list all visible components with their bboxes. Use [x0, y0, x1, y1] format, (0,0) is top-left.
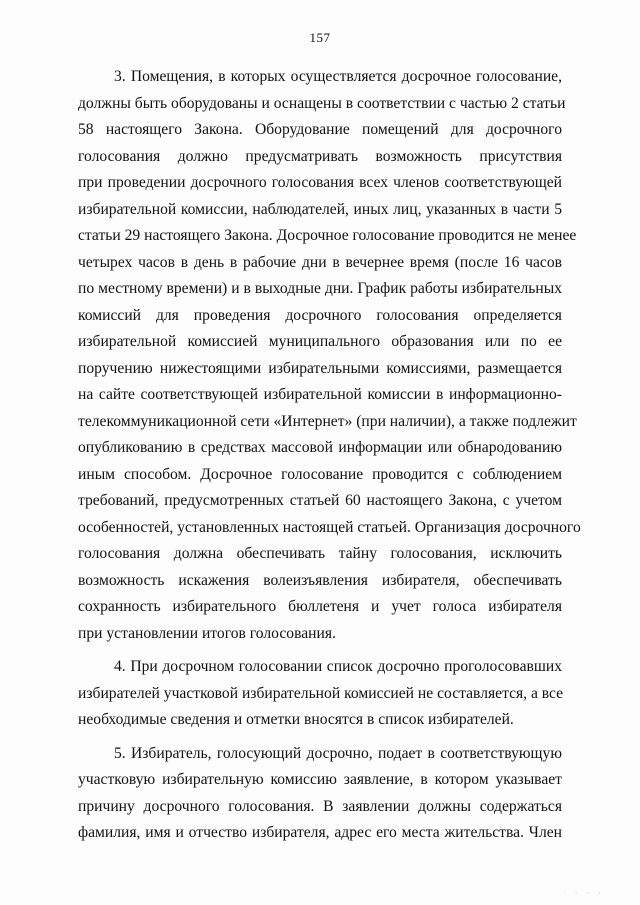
text-line: возможность искажения волеизъявления избирателя, обеспечивать	[78, 571, 562, 589]
document-body	[78, 64, 581, 847]
text-line: 58 настоящего Закона. Оборудование помещений для досрочного	[78, 121, 562, 138]
text-line: при установлении итогов голосования.	[78, 624, 336, 642]
text-line: иным способом. Досрочное голосование проводится с соблюдением	[78, 465, 562, 483]
text-line: фамилия, имя и отчество избирателя, адрес его места жительства. Член	[78, 824, 562, 841]
text-line: особенностей, установленных настоящей статьей. Организация досрочного	[78, 518, 581, 536]
paragraph-5	[78, 741, 562, 847]
text-line: голосования должна обеспечивать тайну голосования, исключить	[78, 545, 562, 562]
paragraph-3	[78, 64, 581, 647]
text-line: голосования должно предусматривать возможность присутствия	[78, 147, 562, 165]
text-line: 5. Избиратель, голосующий досрочно, подает в соответствующую	[114, 744, 562, 762]
page-number: 157	[309, 30, 331, 45]
text-line: четырех часов в день в рабочие дни в вечернее время (после 16 часов	[78, 253, 562, 271]
text-line: 3. Помещения, в которых осуществляется досрочное голосование,	[114, 68, 562, 85]
text-line: должны быть оборудованы и оснащены в соответствии с частью 2 статьи	[78, 94, 566, 112]
text-line: требований, предусмотренных статьей 60 настоящего Закона, с учетом	[78, 492, 562, 509]
text-line: по местному времени) и в выходные дни. График работы избирательных	[78, 280, 562, 297]
text-line: опубликованию в средствах массовой информации или обнародованию	[78, 439, 562, 456]
scan-artifact: · · · ·	[562, 889, 604, 899]
text-line: статьи 29 настоящего Закона. Досрочное голосование проводится не менее	[78, 227, 577, 244]
text-line: 4. При досрочном голосовании список досрочно проголосовавших	[114, 658, 562, 675]
text-line: комиссий для проведения досрочного голосования определяется	[78, 306, 562, 324]
text-line: участковую избирательную комиссию заявление, в котором указывает	[78, 771, 562, 788]
text-line: избирательной комиссией муниципального образования или по ее	[78, 333, 562, 350]
text-line: при проведении досрочного голосования всех членов соответствующей	[78, 174, 562, 191]
text-line: необходимые сведения и отметки вносятся в список избирателей.	[78, 711, 514, 728]
text-line: избирательной комиссии, наблюдателей, иных лиц, указанных в части 5	[78, 200, 562, 218]
text-line: телекоммуникационной сети «Интернет» (при наличии), а также подлежит	[78, 412, 577, 430]
text-line: сохранность избирательного бюллетеня и учет голоса избирателя	[78, 598, 562, 615]
text-line: избирателей участковой избирательной комиссией не составляется, а все	[78, 684, 564, 702]
text-line: поручению нижестоящими избирательными комиссиями, размещается	[78, 359, 562, 377]
text-line: на сайте соответствующей избирательной комиссии в информационно-	[78, 386, 562, 403]
text-line: причину досрочного голосования. В заявлении должны содержаться	[78, 797, 562, 815]
paragraph-4	[78, 654, 562, 734]
